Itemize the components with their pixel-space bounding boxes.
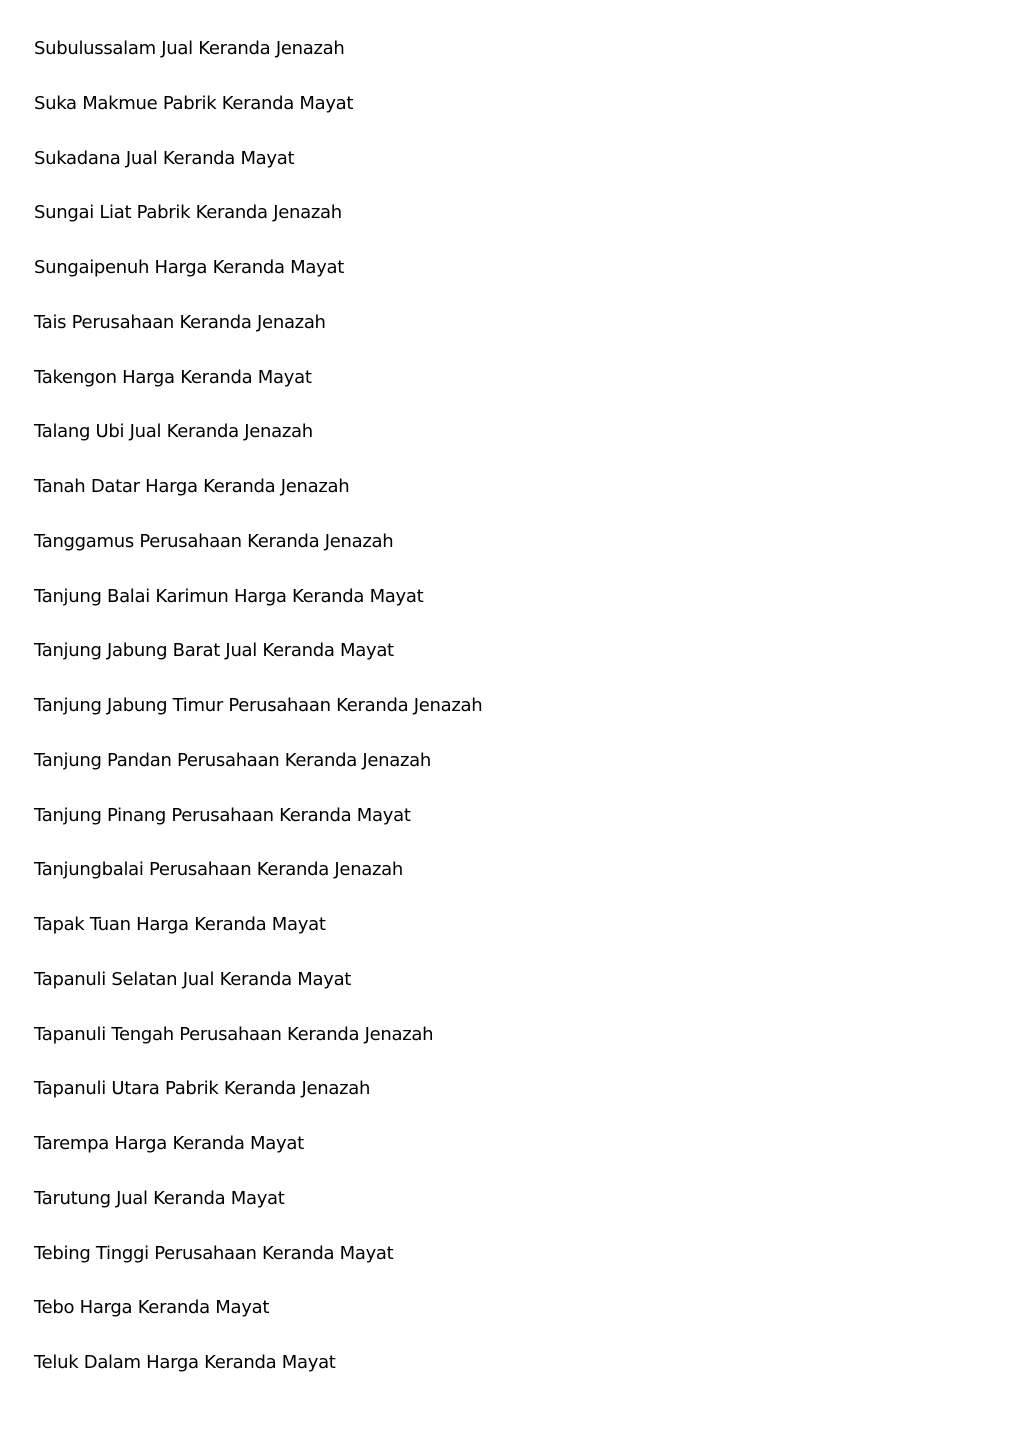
text-line: Tanjungbalai Perusahaan Keranda Jenazah [34,859,404,881]
text-line: Tanggamus Perusahaan Keranda Jenazah [34,530,394,552]
text-line: Talang Ubi Jual Keranda Jenazah [34,421,313,443]
text-line: Tanjung Jabung Barat Jual Keranda Mayat [34,640,394,662]
text-line: Tanjung Pinang Perusahaan Keranda Mayat [34,804,411,826]
text-line: Tanjung Jabung Timur Perusahaan Keranda Jenazah [34,695,483,716]
text-line: Takengon Harga Keranda Mayat [34,366,312,388]
text-line: Tais Perusahaan Keranda Jenazah [34,311,326,333]
text-line: Sungaipenuh Harga Keranda Mayat [34,257,344,278]
text-line: Tebo Harga Keranda Mayat [34,1297,270,1319]
text-line: Tapak Tuan Harga Keranda Mayat [34,914,326,935]
text-line: Tarempa Harga Keranda Mayat [34,1133,304,1154]
text-line: Tapanuli Utara Pabrik Keranda Jenazah [34,1078,371,1100]
text-line: Tapanuli Tengah Perusahaan Keranda Jenazah [34,1023,434,1045]
text-line: Teluk Dalam Harga Keranda Mayat [34,1352,336,1373]
text-line-list [34,37,482,1406]
text-line: Tanah Datar Harga Keranda Jenazah [34,476,350,497]
text-line: Tanjung Balai Karimun Harga Keranda Mayat [34,585,424,607]
text-line: Tapanuli Selatan Jual Keranda Mayat [34,968,352,990]
text-line: Tanjung Pandan Perusahaan Keranda Jenazah [34,749,431,771]
text-line: Subulussalam Jual Keranda Jenazah [34,38,345,59]
text-line: Tebing Tinggi Perusahaan Keranda Mayat [34,1242,394,1264]
text-line: Sungai Liat Pabrik Keranda Jenazah [34,202,342,224]
text-line: Suka Makmue Pabrik Keranda Mayat [34,92,354,114]
text-line: Tarutung Jual Keranda Mayat [34,1187,285,1209]
text-line: Sukadana Jual Keranda Mayat [34,147,295,169]
